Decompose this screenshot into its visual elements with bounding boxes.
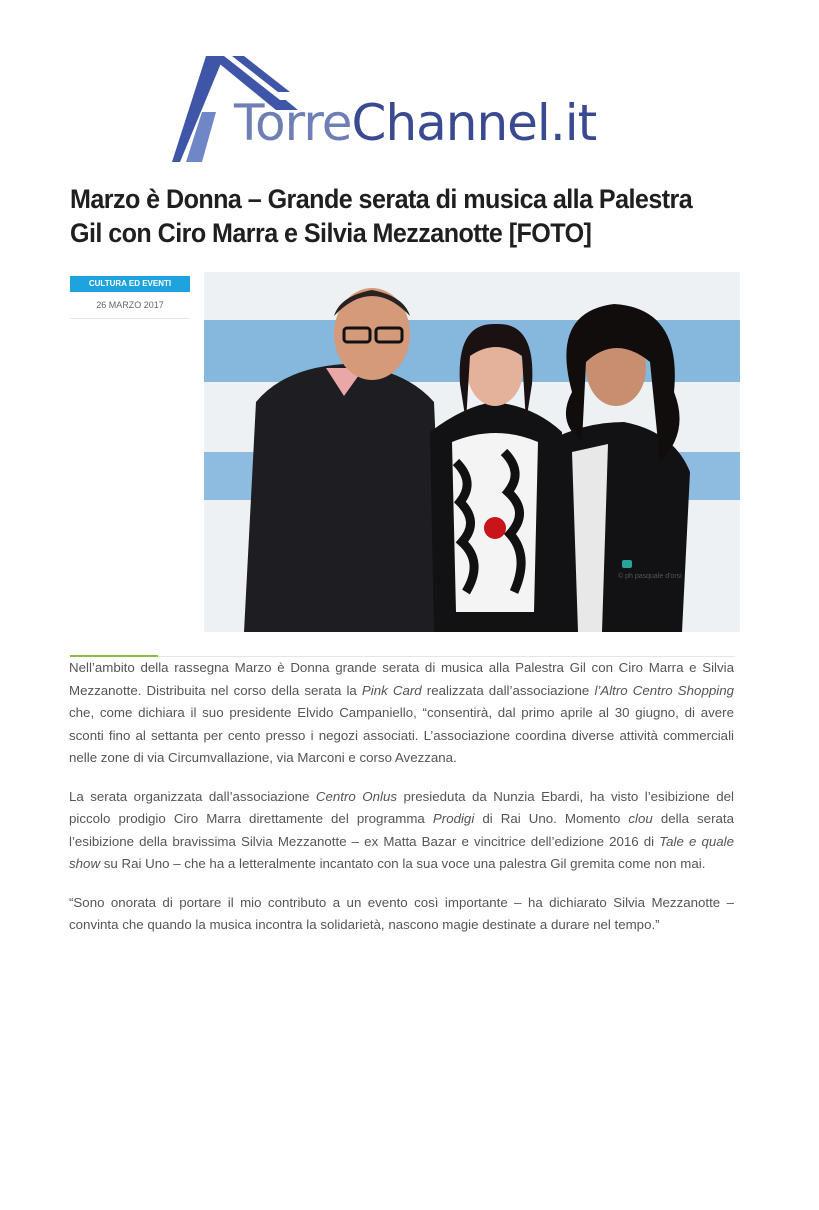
p2-text-a: La serata organizzata dall’associazione (69, 788, 316, 804)
p1-italic-pink-card: Pink Card (361, 682, 422, 698)
article-paragraph-2 (69, 786, 734, 876)
article-date: 26 MARZO 2017 (70, 300, 190, 319)
p1-italic-association: l’Altro Centro Shopping (594, 682, 734, 698)
p1-text-a: Nell’ambito della rassegna Marzo è Donna grande serata di musica alla Palestra Gil con Ciro Marra e Silvia Mezzanotte. Distribuita nel corso della serata la (69, 660, 734, 698)
logo-wordmark (234, 94, 596, 152)
p2-text-c: di Rai Uno. Momento (474, 811, 629, 826)
p2-italic-show: Tale e quale show (69, 833, 734, 871)
photo-credit: © ph pasquale d'orsi (618, 573, 682, 580)
photo-illustration (204, 272, 740, 632)
p2-italic-centro-onlus: Centro Onlus (315, 788, 397, 804)
p2-italic-clou: clou (628, 811, 653, 826)
logo-brand-torre: Torre (234, 94, 352, 152)
article-photo[interactable] (204, 272, 740, 632)
article-title: Marzo è Donna – Grande serata di musica alla Palestra Gil con Ciro Marra e Silvia Mezzanotte [FOTO] (70, 184, 693, 248)
site-logo[interactable] (172, 52, 632, 167)
p1-text-b: realizzata dall’associazione (421, 682, 595, 698)
category-badge[interactable]: CULTURA ED EVENTI (70, 276, 190, 292)
p2-text-d: della serata l’esibizione della bravissima Silvia Mezzanotte – ex Matta Bazar e vincitrice dell’edizione 2016 di (69, 811, 734, 849)
article-body (69, 657, 734, 953)
p2-text-b: presieduta da Nunzia Ebardi, ha visto l’esibizione del piccolo prodigio Ciro Marra direttamente del programma (69, 788, 734, 826)
article-paragraph-1 (69, 657, 734, 770)
camera-icon (622, 560, 632, 568)
p2-italic-prodigi: Prodigi (432, 811, 475, 826)
article-meta (70, 276, 190, 319)
p2-text-e: su Rai Uno – che ha a letteralmente incantato con la sua voce una palestra Gil gremita come non mai. (100, 856, 706, 871)
p1-text-c: che, come dichiara il suo presidente Elvido Campaniello, “consentirà, dal primo aprile al 30 giugno, di avere sconti fino al settanta per cento presso i negozi associati. L’associazione coordina diverse attività commerciali nelle zone di via Circumvallazione, via Marconi e corso Avezzana. (69, 705, 734, 765)
article-paragraph-3: “Sono onorata di portare il mio contributo a un evento così importante – ha dichiarato Silvia Mezzanotte – convinta che quando la musica incontra la solidarietà, nascono magie destinate a durare nel tempo.” (69, 894, 734, 932)
logo-brand-channel: Channel.it (351, 94, 597, 152)
